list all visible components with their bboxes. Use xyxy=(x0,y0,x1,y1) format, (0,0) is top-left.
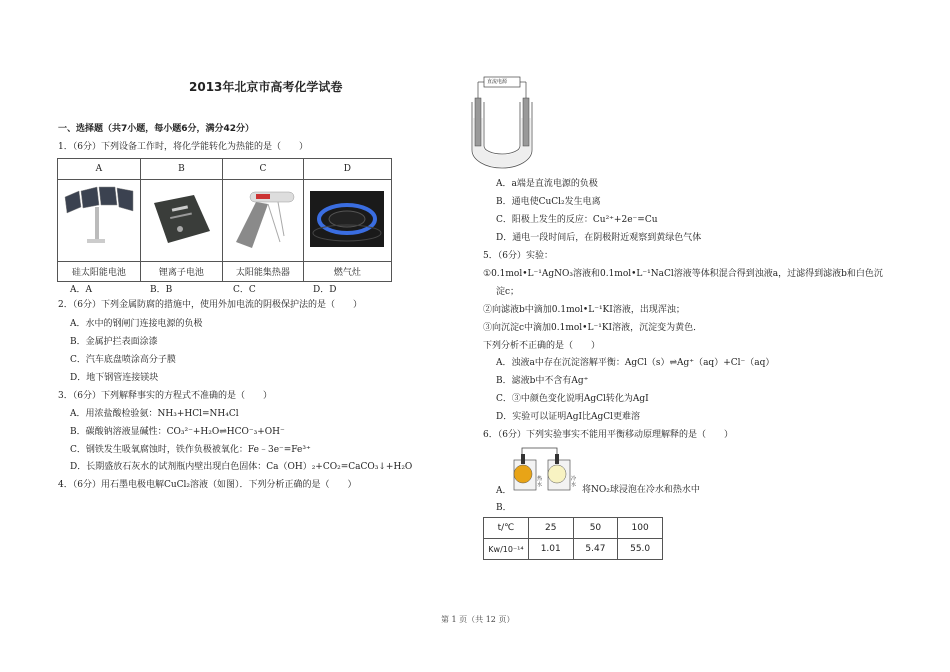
option: A．浊液a中存在沉淀溶解平衡：AgCl（s）⇌Ag⁺（aq）+Cl⁻（aq） xyxy=(496,358,775,368)
option: B．碳酸钠溶液显碱性：CO₃²⁻+H₂O⇌HCO⁻₃+OH⁻ xyxy=(70,427,285,437)
option: A．用浓盐酸检验氨：NH₃+HCl=NH₄Cl xyxy=(70,409,239,419)
solar-water-heater-image xyxy=(223,180,304,262)
table-cell: 硅太阳能电池 xyxy=(58,262,141,282)
question-4-stem: 4．（6分）用石墨电极电解CuCl₂溶液（如图）．下列分析正确的是（ ） xyxy=(58,480,357,490)
dc-power-label: 直流电源 xyxy=(487,79,508,85)
table-cell: t/℃ xyxy=(484,518,529,539)
question-3-stem: 3．（6分）下列解释事实的方程式不准确的是（ ） xyxy=(58,391,272,401)
table-cell: 燃气灶 xyxy=(303,262,391,282)
option: C．C xyxy=(233,285,256,295)
option-label: B． xyxy=(496,503,512,513)
option: D．长期盛放石灰水的试剂瓶内壁出现白色固体：Ca（OH）₂+CO₂=CaCO₃↓+H₂O xyxy=(70,462,413,472)
option: D．D xyxy=(313,285,337,295)
cold-water-label: 冷水 xyxy=(571,476,577,488)
option: C．汽车底盘喷涂高分子膜 xyxy=(70,355,176,365)
question-2-stem: 2．（6分）下列金属防腐的措施中，使用外加电流的阴极保护法的是（ ） xyxy=(58,300,362,310)
table-cell: 5.47 xyxy=(573,539,618,560)
page-footer: 第 1 页（共 12 页） xyxy=(441,615,515,624)
question-5-stem: 5．（6分）实验： xyxy=(483,251,553,261)
experiment-step: 淀c； xyxy=(496,287,520,297)
option: B．滤液b中不含有Ag⁺ xyxy=(496,376,589,386)
question-1-stem: 1．（6分）下列设备工作时，将化学能转化为热能的是（ ） xyxy=(58,142,308,152)
option: B．金属护拦表面涂漆 xyxy=(70,337,158,347)
question-1-table xyxy=(57,158,392,282)
hot-water-label: 热水 xyxy=(537,476,543,488)
option: C．钢铁发生吸氧腐蚀时，铁作负极被氧化：Fe﹣3e⁻=Fe³⁺ xyxy=(70,445,311,455)
option: D．地下钢管连接镁块 xyxy=(70,373,159,383)
table-cell: Kw/10⁻¹⁴ xyxy=(484,539,529,560)
table-cell: 25 xyxy=(528,518,573,539)
lithium-battery-image xyxy=(140,180,222,262)
option: B．通电使CuCl₂发生电离 xyxy=(496,197,601,207)
table-cell: 50 xyxy=(573,518,618,539)
option: C．阳极上发生的反应：Cu²⁺+2e⁻=Cu xyxy=(496,215,658,225)
question-6-stem: 6．（6分）下列实验事实不能用平衡移动原理解释的是（ ） xyxy=(483,430,733,440)
gas-stove-image xyxy=(303,180,391,262)
option-text: 将NO₂球浸泡在冷水和热水中 xyxy=(582,485,700,495)
table-cell: 100 xyxy=(618,518,663,539)
solar-panel-image xyxy=(58,180,141,262)
kw-table xyxy=(483,517,663,560)
table-cell: 锂离子电池 xyxy=(140,262,222,282)
question-5-prompt: 下列分析不正确的是（ ） xyxy=(483,341,601,351)
experiment-step: ③向沉淀c中滴加0.1mol•L⁻¹KI溶液，沉淀变为黄色． xyxy=(483,323,703,333)
experiment-step: ②向滤液b中滴加0.1mol•L⁻¹KI溶液，出现浑浊； xyxy=(483,305,685,315)
option: A．a端是直流电源的负极 xyxy=(496,179,598,189)
option: C．③中颜色变化说明AgCl转化为AgI xyxy=(496,394,649,404)
section-heading: 一、选择题（共7小题，每小题6分，满分42分） xyxy=(58,124,255,134)
page-title: 2013年北京市高考化学试卷 xyxy=(189,80,343,94)
option: A．A xyxy=(70,285,92,295)
option-label: A． xyxy=(496,486,512,496)
experiment-step: ①0.1mol•L⁻¹AgNO₃溶液和0.1mol•L⁻¹NaCl溶液等体积混合得到浊液a，过滤得到滤液b和白色沉 xyxy=(483,269,883,279)
table-header: B xyxy=(140,159,222,180)
option: D．通电一段时间后，在阴极附近观察到黄绿色气体 xyxy=(496,233,702,243)
no2-flasks-figure xyxy=(512,446,582,494)
table-header: D xyxy=(303,159,391,180)
electrolysis-figure xyxy=(470,76,550,171)
table-cell: 1.01 xyxy=(528,539,573,560)
option: B．B xyxy=(150,285,173,295)
table-cell: 55.0 xyxy=(618,539,663,560)
option: A．水中的钢闸门连接电源的负极 xyxy=(70,319,203,329)
table-header: A xyxy=(58,159,141,180)
table-header: C xyxy=(223,159,304,180)
table-cell: 太阳能集热器 xyxy=(223,262,304,282)
option: D．实验可以证明AgI比AgCl更难溶 xyxy=(496,412,641,422)
